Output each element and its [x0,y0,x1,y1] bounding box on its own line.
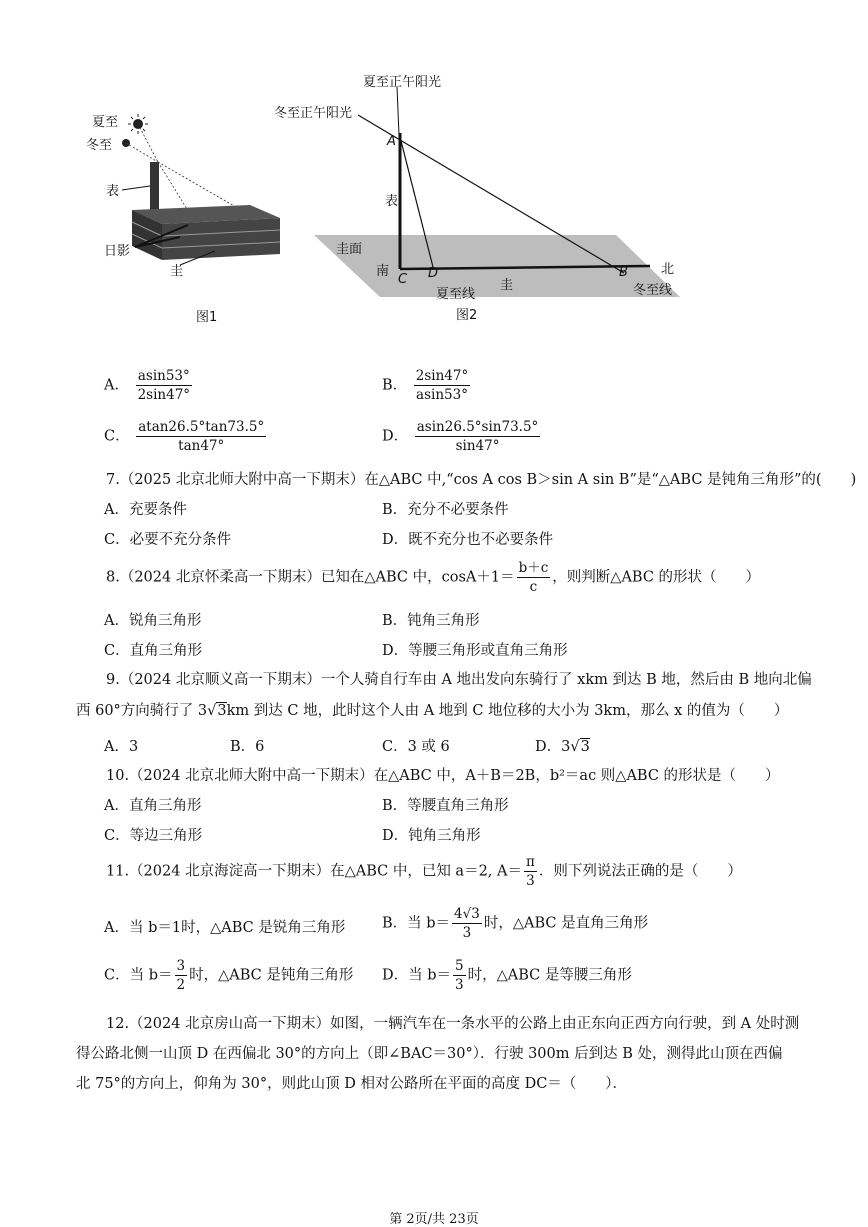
fig2-summer-light-label: 夏至正午阳光 [363,75,442,90]
q8-option-b[interactable]: B．钝角三角形 [382,613,480,629]
q11-stem-post: ．则下列说法正确的是（ ） [538,863,742,880]
q8-option-d[interactable]: D．等腰三角形或直角三角形 [382,643,568,659]
fig2-winter-line-label: 冬至线 [633,283,673,298]
fraction-numerator: 2sin47° [415,368,469,384]
q10-option-b[interactable]: B．等腰直角三角形 [382,798,509,814]
q6-option-a[interactable] [104,368,194,403]
sqrt-radicand: 3 [217,703,227,719]
fig1-summer-label: 夏至 [92,115,119,130]
q11-option-c[interactable] [104,958,353,993]
q10-stem: 10.（2024 北京北师大附中高一下期末）在△ABC 中，A＋B＝2B，b²＝ac 则△ABC 的形状是（ ） [106,768,780,784]
q9-line-1: 9.（2024 北京顺义高一下期末）一个人骑自行车由 A 地出发向东骑行了 xkm 到达 B 地，然后由 B 地向北偏 [106,672,812,688]
option-letter: B． [382,377,408,394]
fig1-winter-label: 冬至 [86,138,113,153]
q9-line-2-post: km 到达 C 地，此时这个人由 A 地到 C 地位移的大小为 3km，那么 x 的值为（ ） [226,703,789,719]
option-text: B．当 b＝ [382,915,451,932]
q9-line-2-pre: 西 60°方向骑行了 3 [76,703,208,719]
q9-option-d[interactable]: D．3√3 [535,739,590,755]
fraction-denominator: sin47° [455,438,500,454]
fraction-denominator: asin53° [416,387,468,403]
fig2-point-a: A [387,134,396,149]
q8-stem [106,560,760,595]
fig2-south-label: 南 [376,264,390,279]
q11-option-a[interactable]: A．当 b＝1时，△ABC 是锐角三角形 [104,920,346,936]
fraction [414,368,470,403]
q7-option-d[interactable]: D．既不充分也不必要条件 [382,532,554,548]
q9-option-a[interactable]: A．3 [104,739,139,755]
option-letter: C． [104,428,130,445]
option-text: D．当 b＝ [382,967,452,984]
option-text: C．当 b＝ [104,967,173,984]
q7-option-c[interactable]: C．必要不充分条件 [104,532,232,548]
fig2-north-label: 北 [661,262,675,277]
q12-line-3: 北 75°的方向上，仰角为 30°，则此山顶 D 相对公路所在平面的高度 DC＝（ ）． [76,1076,628,1092]
fraction-numerator: 5 [455,958,464,974]
fraction-numerator: atan26.5°tan73.5° [138,419,265,435]
option-letter: A． [104,377,129,394]
q7-option-b[interactable]: B．充分不必要条件 [382,502,509,518]
fig1-gnomon-label: 表 [106,184,120,199]
fraction-numerator: asin53° [137,368,190,384]
fraction [175,958,188,993]
fraction-denominator: 3 [462,925,472,941]
fraction-denominator: 2sin47° [137,387,191,403]
fraction [452,906,482,941]
q12-line-2: 得公路北侧一山顶 D 在西偏北 30°的方向上（即∠BAC＝30°）．行驶 300m 后到达 B 处，测得此山顶在西偏 [76,1046,783,1062]
fig2-gui-label: 圭 [500,278,514,293]
fraction-denominator: tan47° [178,438,225,454]
q11-stem [106,854,742,889]
q11-option-d[interactable] [382,958,632,993]
q10-option-d[interactable]: D．钝角三角形 [382,828,481,844]
fig2-summer-line-label: 夏至线 [436,287,476,302]
fraction [517,560,551,595]
q6-option-b[interactable] [382,368,472,403]
q12-line-1: 12.（2024 北京房山高一下期末）如图，一辆汽车在一条水平的公路上由正东向正西方向行驶，到 A 处时测 [106,1016,800,1032]
q8-stem-post: ，则判断△ABC 的形状（ ） [552,569,761,586]
q11-stem-pre: 11.（2024 北京海淀高一下期末）在△ABC 中，已知 a＝2, A＝ [106,863,522,880]
q9-option-c[interactable]: C．3 或 6 [382,739,450,755]
option-text: 时，△ABC 是直角三角形 [483,915,649,932]
q8-stem-pre: 8.（2024 北京怀柔高一下期末）已知在△ABC 中，cosA＋1＝ [106,569,515,586]
fig2-caption: 图2 [456,308,478,323]
fig2-winter-light-label: 冬至正午阳光 [274,106,353,121]
fig1-shadow-label: 日影 [104,244,131,259]
fig2-gnomon-label: 表 [385,194,399,209]
q9-option-b[interactable]: B．6 [230,739,265,755]
option-letter: D． [382,428,409,445]
fraction-denominator: 2 [176,977,186,993]
q7-stem: 7.（2025 北京北师大附中高一下期末）在△ABC 中,“cos A cos B＞sin A sin B”是“△ABC 是钝角三角形”的( ) [106,472,857,488]
fraction [415,419,541,454]
fig2-point-b: B [619,265,628,280]
sqrt-radicand: 3 [580,739,590,755]
fig1-gui-label: 圭 [170,264,184,279]
fraction-numerator: asin26.5°sin73.5° [416,419,539,435]
q7-option-a[interactable]: A．充要条件 [104,502,187,518]
fraction [453,958,466,993]
q9-option-d-text: D．3 [535,739,571,755]
option-text: 时，△ABC 是等腰三角形 [467,967,632,984]
fraction [136,368,192,403]
page-footer: 第 2页/共 23页 [389,1212,479,1227]
fig1-caption: 图1 [196,310,218,325]
fraction-denominator: 3 [455,977,464,993]
q10-option-a[interactable]: A．直角三角形 [104,798,202,814]
fraction-numerator: π [526,854,535,870]
q9-line-2: 西 60°方向骑行了 3√3km 到达 C 地，此时这个人由 A 地到 C 地位移的大小为 3km，那么 x 的值为（ ） [76,703,789,719]
fraction-numerator: 4√3 [454,906,480,922]
q10-option-c[interactable]: C．等边三角形 [104,828,203,844]
q8-option-c[interactable]: C．直角三角形 [104,643,203,659]
fraction-numerator: b＋c [518,560,549,576]
fig2-point-c: C [398,272,408,287]
q6-option-d[interactable] [382,419,542,454]
fraction [524,854,537,889]
q6-option-c[interactable] [104,419,268,454]
q11-option-b[interactable] [382,906,648,941]
fig2-plane-label: 圭面 [336,242,363,257]
fraction-denominator: c [529,579,538,595]
option-text: 时，△ABC 是钝角三角形 [189,967,354,984]
q8-option-a[interactable]: A．锐角三角形 [104,613,202,629]
fig2-point-d: D [428,266,439,281]
figure-2-drawing [300,85,690,300]
fraction-denominator: 3 [526,873,535,889]
fraction-numerator: 3 [176,958,186,974]
fraction [136,419,266,454]
